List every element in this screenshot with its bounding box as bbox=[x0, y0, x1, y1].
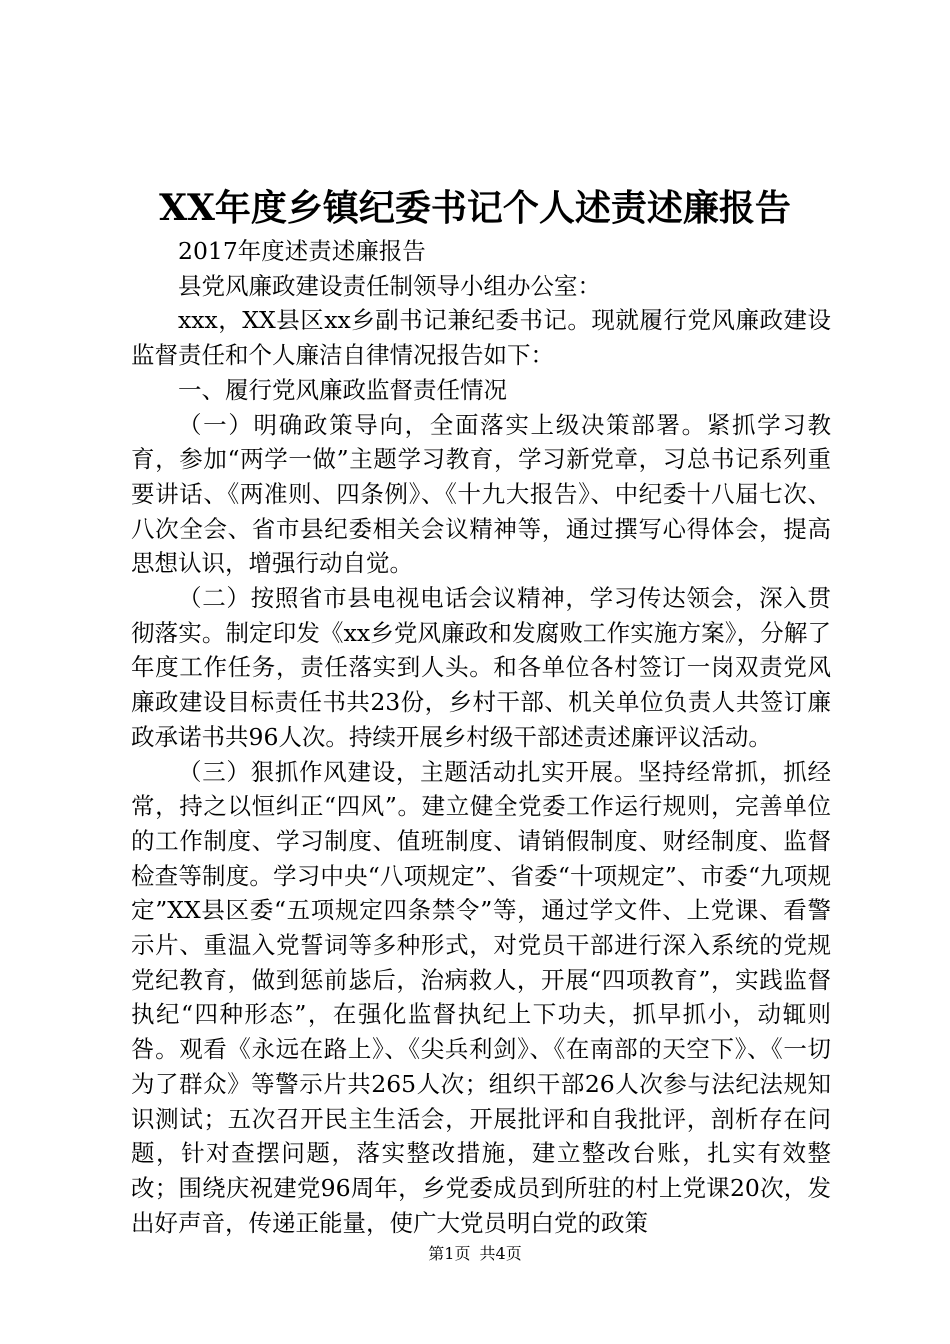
paragraph-item-2: （二）按照省市县电视电话会议精神，学习传达领会，深入贯彻落实。制定印发《xx乡党风廉政和发腐败工作实施方案》，分解了年度工作任务，责任落实到人头。和各单位各村签订一岗双责党风廉政建设目标责任书共23份，乡村干部、机关单位负责人共签订廉政承诺书共96人次。持续开展乡村级干部述责述廉评议活动。 bbox=[131, 584, 831, 751]
report-subtitle: 2017年度述责述廉报告 bbox=[178, 237, 426, 265]
page-footer bbox=[0, 1243, 950, 1265]
paragraph-item-1: （一）明确政策导向，全面落实上级决策部署。紧抓学习教育，参加“两学一做”主题学习教育，学习新党章，习总书记系列重要讲话、《两准则、四条例》、《十九大报告》、中纪委十八届七次、八次全会、省市县纪委相关会议精神等，通过撰写心得体会，提高思想认识，增强行动自觉。 bbox=[131, 410, 831, 578]
recipient-line: 县党风廉政建设责任制领导小组办公室： bbox=[178, 271, 601, 300]
intro-paragraph: xxx，XX县区xx乡副书记兼纪委书记。现就履行党风廉政建设监督责任和个人廉洁自律情况报告如下： bbox=[131, 306, 831, 370]
page-total: 共4页 bbox=[479, 1244, 522, 1263]
section-heading-1: 一、履行党风廉政监督责任情况 bbox=[178, 375, 507, 404]
document-title: XX年度乡镇纪委书记个人述责述廉报告 bbox=[159, 187, 791, 229]
page-number: 第1页 bbox=[428, 1244, 471, 1263]
document-body bbox=[131, 234, 831, 1240]
paragraph-item-3: （三）狠抓作风建设，主题活动扎实开展。坚持经常抓，抓经常，持之以恒纠正“四风”。建立健全党委工作运行规则，完善单位的工作制度、学习制度、值班制度、请销假制度、财经制度、监督检查等制度。学习中央“八项规定”、省委“十项规定”、市委“九项规定”XX县区委“五项规定四条禁令”等，通过学文件、上党课、看警示片、重温入党誓词等多种形式，对党员干部进行深入系统的党规党纪教育，做到惩前毖后，治病救人，开展“四项教育”，实践监督执纪“四种形态”，在强化监督执纪上下功夫，抓早抓小，动辄则咎。观看《永远在路上》、《尖兵利剑》、《在南部的天空下》、《一切为了群众》等警示片共265人次；组织干部26人次参与法纪法规知识测试；五次召开民主生活会，开展批评和自我批评，剖析存在问题，针对查摆问题，落实整改措施，建立整改台账，扎实有效整改；围绕庆祝建党96周年，乡党委成员到所驻的村上党课20次，发出好声音，传递正能量，使广大党员明白党的政策 bbox=[131, 757, 831, 1237]
